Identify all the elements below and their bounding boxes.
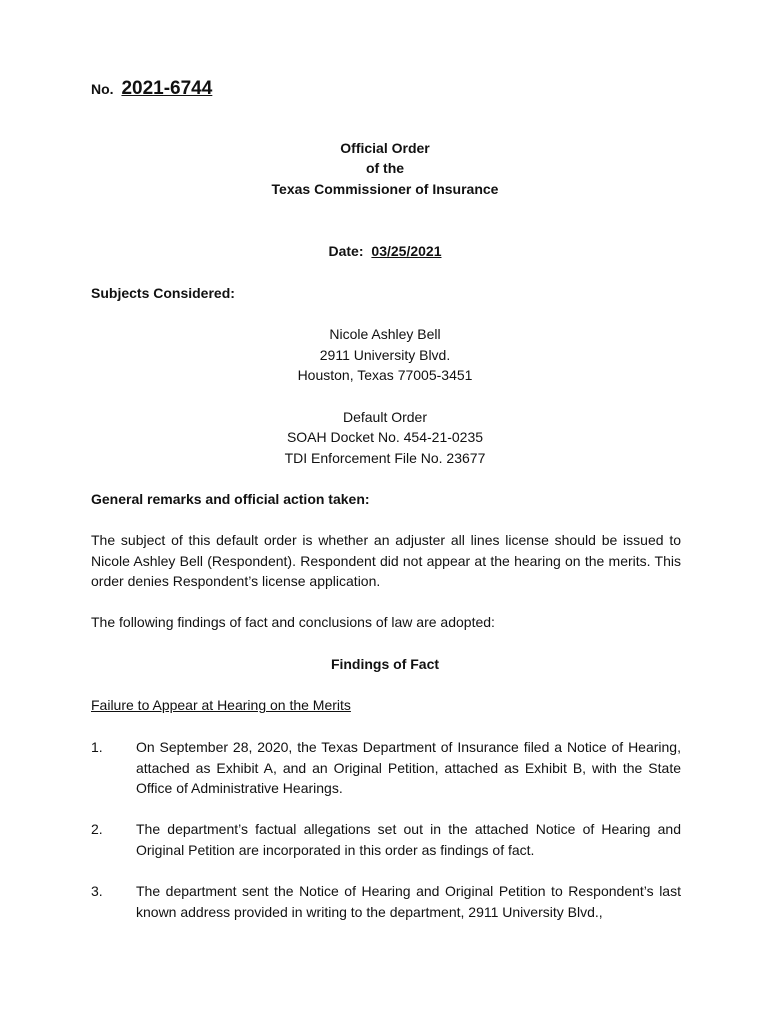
finding-number-1: 1.	[91, 739, 103, 755]
title-line-1: Official Order	[340, 140, 430, 156]
findings-heading: Findings of Fact	[330, 656, 440, 672]
date-label: Date:	[328, 243, 364, 259]
title-line-3: Texas Commissioner of Insurance	[271, 181, 499, 197]
subjects-heading: Subjects Considered:	[91, 285, 235, 301]
finding-text-1: On September 28, 2020, the Texas Department of Insurance filed a Notice of Hearing, attached as Exhibit A, and an Original Petition, attached as Exhibit B, with the State Office of Administrative Hearings.	[136, 739, 681, 796]
title-line-2: of the	[365, 160, 405, 176]
date-value: 03/25/2021	[371, 243, 442, 259]
remarks-heading: General remarks and official action taken:	[91, 491, 370, 507]
findings-subheading: Failure to Appear at Hearing on the Merits	[91, 697, 351, 713]
finding-number-3: 3.	[91, 883, 103, 899]
finding-number-2: 2.	[91, 821, 103, 837]
subject-city: Houston, Texas 77005-3451	[297, 367, 473, 383]
order-number: 2021-6744	[121, 78, 213, 99]
finding-text-2: The department’s factual allegations set out in the attached Notice of Hearing and Original Petition are incorporated in this order as findings of fact.	[136, 821, 681, 858]
subject-name: Nicole Ashley Bell	[329, 326, 441, 342]
remarks-paragraph-2: The following findings of fact and conclusions of law are adopted:	[91, 614, 495, 630]
order-date	[0, 241, 770, 262]
order-number-line	[91, 78, 212, 100]
order-number-label: No.	[91, 81, 114, 97]
finding-text-3: The department sent the Notice of Hearing and Original Petition to Respondent’s last known address provided in writing to the department, 2911 University Blvd.,	[136, 883, 681, 920]
remarks-paragraph-1: The subject of this default order is whether an adjuster all lines license should be issued to Nicole Ashley Bell (Respondent). Respondent did not appear at the hearing on the merits. This order denies Respondent’s license application.	[91, 532, 681, 589]
subject-street: 2911 University Blvd.	[319, 347, 451, 363]
order-type: Default Order	[342, 409, 428, 425]
tdi-file: TDI Enforcement File No. 23677	[284, 450, 486, 466]
soah-docket: SOAH Docket No. 454-21-0235	[286, 429, 484, 445]
